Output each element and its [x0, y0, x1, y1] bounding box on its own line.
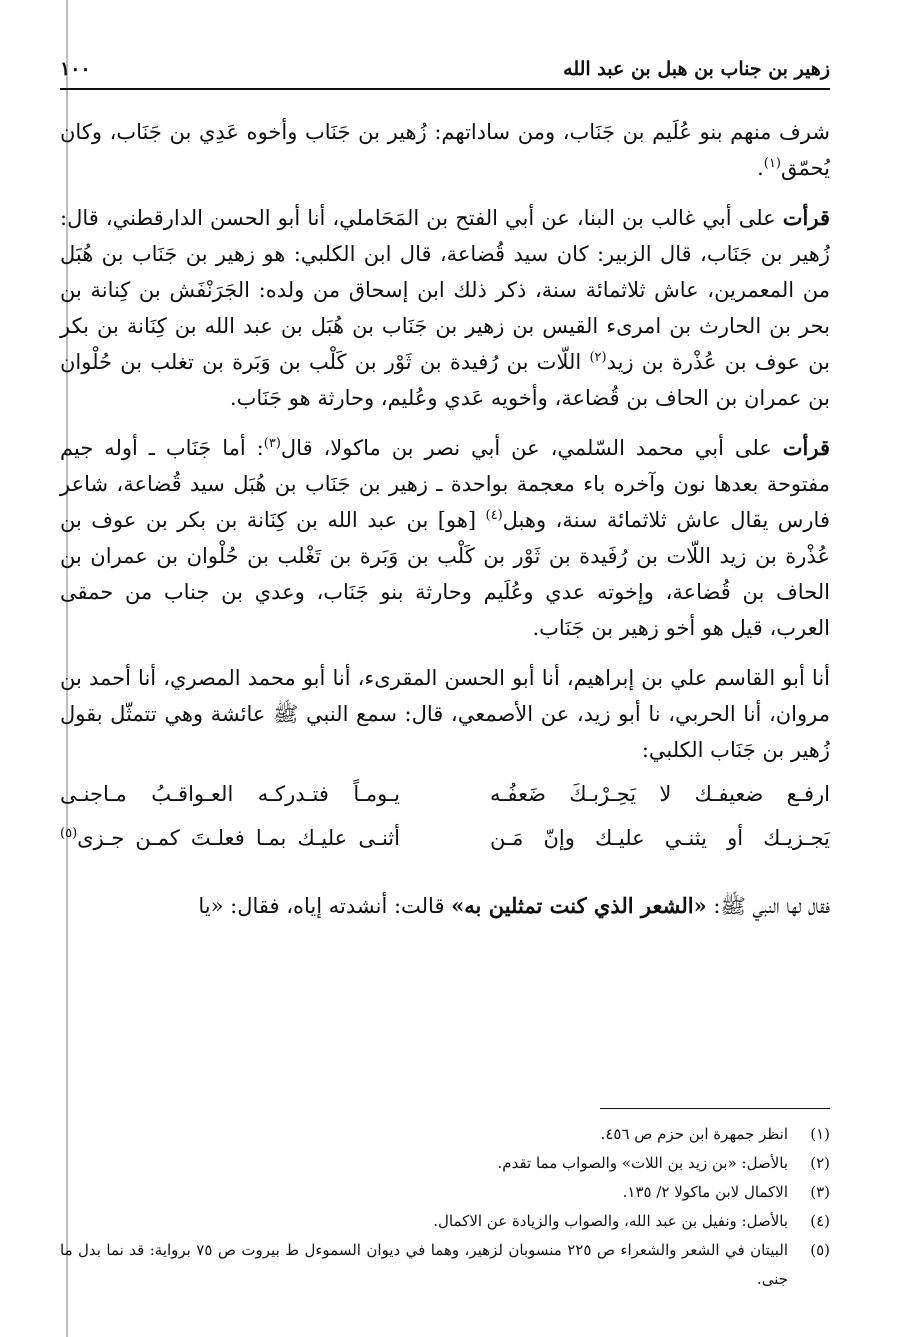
paragraph-2-end: اللّات بن رُفيدة بن ثَوْر بن كَلْب بن وَبَرة بن تغلب بن حُلْوان بن عمران بن الحاف بن قُضاعة، وأخويه عَدي وعُليم، وحارثة هو جَنَاب.	[60, 350, 830, 410]
paragraph-5-end: قالت: أنشدته إياه، فقال: «يا	[198, 894, 452, 918]
paragraph-5-start: فقال لها النبي ﷺ:	[706, 894, 830, 918]
footnote-text: بالأصل: «بن زيد بن اللات» والصواب مما تقدم.	[497, 1154, 788, 1172]
paragraph-4: أنا أبو القاسم علي بن إبراهيم، أنا أبو الحسن المقرىء، أنا أبو محمد المصري، أنا أحمد بن مروان، أنا الحربي، نا أبو زيد، عن الأصمعي، قال: سمع النبي ﷺ عائشة وهي تتمثّل بقول زُهير بن جَنَاب الكلبي:	[60, 666, 830, 762]
poem-verse-1	[60, 782, 830, 822]
verse-1-first-hemistich: ارفـع ضعيفـك لا يَحِـرْبـكَ ضَعفُـه	[490, 782, 830, 806]
paragraph-2-text: على أبي غالب بن البنا، عن أبي الفتح بن المَحَاملي، أنا أبو الحسن الدارقطني، قال: زُهير بن جَنَاب، قال الزبير: كان سيد قُضاعة، قال ابن الكلبي: هو زهير بن جَنَاب بن هُبَل من المعمرين، عاش ثلاثمائة سنة، ذكر ذلك ابن إسحاق من ولده: الجَرَنْفَش بن كِنانة بن بحر بن الحارث بن امرىء القيس بن زهير بن جَنَاب بن هُبَل بن عبد الله بن كِنَانة بن بكر بن عوف بن عُذْرة بن زيد	[60, 206, 830, 374]
footnote-text: البيتان في الشعر والشعراء ص ٢٢٥ منسوبان لزهير، وهما في ديوان السموءل ط بيروت ص ٧٥ برواية: قد نما بدل ما جنى.	[60, 1241, 788, 1288]
footnote-ref-5: (٥)	[60, 826, 78, 841]
footnote-ref-4: (٤)	[485, 508, 503, 523]
verse-2-second-hemistich	[60, 826, 400, 850]
footnote-2	[60, 1149, 830, 1178]
paragraph-1-end: .	[757, 156, 764, 180]
footnote-number: (٣)	[810, 1183, 830, 1201]
header-title: زهير بن جناب بن هبل بن عبد الله	[563, 58, 830, 80]
paragraph-3-lead: قرأت	[782, 435, 830, 460]
footnote-text: الاكمال لابن ماكولا ٢/ ١٣٥.	[622, 1183, 788, 1201]
footnote-number: (٥)	[810, 1241, 830, 1259]
paragraph-3-end: [هو] بن عبد الله بن كِنَانة بن بكر بن عوف بن عُذْرة بن زيد اللّات بن رُفَيدة بن ثَوْر بن كَلْب بن وَبَرة بن تَغْلب بن حُلْوان بن عمران بن الحاف بن قُضاعة، وإخوته عدي وعُلَيم وحارثة بنو جَنَاب، وعدي بن جناب من حمقى العرب، قيل هو أخو زهير بن جَنَاب.	[60, 508, 830, 640]
poem-verse-2	[60, 826, 830, 866]
footnote-ref-3: (٣)	[263, 436, 281, 451]
footnote-ref-2: (٢)	[589, 350, 607, 365]
paragraph-5	[60, 888, 830, 924]
paragraph-2-lead: قرأت	[782, 205, 830, 230]
book-page	[60, 40, 830, 1288]
footnote-rule	[600, 1108, 830, 1109]
paragraph-3-text: على أبي محمد السّلمي، عن أبي نصر بن ماكولا، قال	[280, 436, 783, 460]
poem	[60, 782, 830, 874]
running-header	[60, 40, 830, 80]
paragraph-3	[60, 430, 830, 646]
footnote-ref-1: (١)	[763, 156, 781, 171]
page-number: ١٠٠	[60, 58, 91, 80]
verse-2-second-hemistich-text: أثنـى عليـك بمـا فعلـتَ كمـن جـزى	[77, 826, 400, 850]
paragraph-1-text: شرف منهم بنو عُلَيم بن جَنَاب، ومن ساداتهم: زُهير بن جَنَاب وأخوه عَدِي بن جَنَاب، وكان يُحمّق	[60, 120, 830, 180]
main-text	[60, 114, 830, 938]
footnote-5	[60, 1236, 830, 1294]
footnote-number: (١)	[810, 1125, 830, 1143]
paragraph-2	[60, 200, 830, 416]
paragraph-3-mid: : أما جَنَاب ـ أوله جيم مفتوحة بعدها نون وآخره باء معجمة بواحدة ـ زهير بن جَنَاب بن هُبَل سيد قُضاعة، شاعر فارس يقال عاش ثلاثمائة سنة، وهبل	[60, 436, 830, 532]
footnote-number: (٢)	[810, 1154, 830, 1172]
verse-1-second-hemistich: يـومـاً فتـدركـه العـواقـبُ مـاجنـى	[60, 782, 400, 806]
paragraph-5-quote: «الشعر الذي كنت تمثلين به»	[451, 893, 707, 918]
footnote-1	[60, 1120, 830, 1149]
footnote-3	[60, 1178, 830, 1207]
footnote-number: (٤)	[810, 1212, 830, 1230]
paragraph-1	[60, 114, 830, 186]
footnote-4	[60, 1207, 830, 1236]
footnote-text: انظر جمهرة ابن حزم ص ٤٥٦.	[600, 1125, 788, 1143]
header-rule	[60, 88, 830, 90]
footnotes	[60, 1120, 830, 1294]
footnote-text: بالأصل: ونفيل بن عبد الله، والصواب والزيادة عن الاكمال.	[433, 1212, 788, 1230]
verse-2-first-hemistich: يَجـزيـك أو يثنـي عليـك وإنّ مَـن	[490, 826, 830, 850]
